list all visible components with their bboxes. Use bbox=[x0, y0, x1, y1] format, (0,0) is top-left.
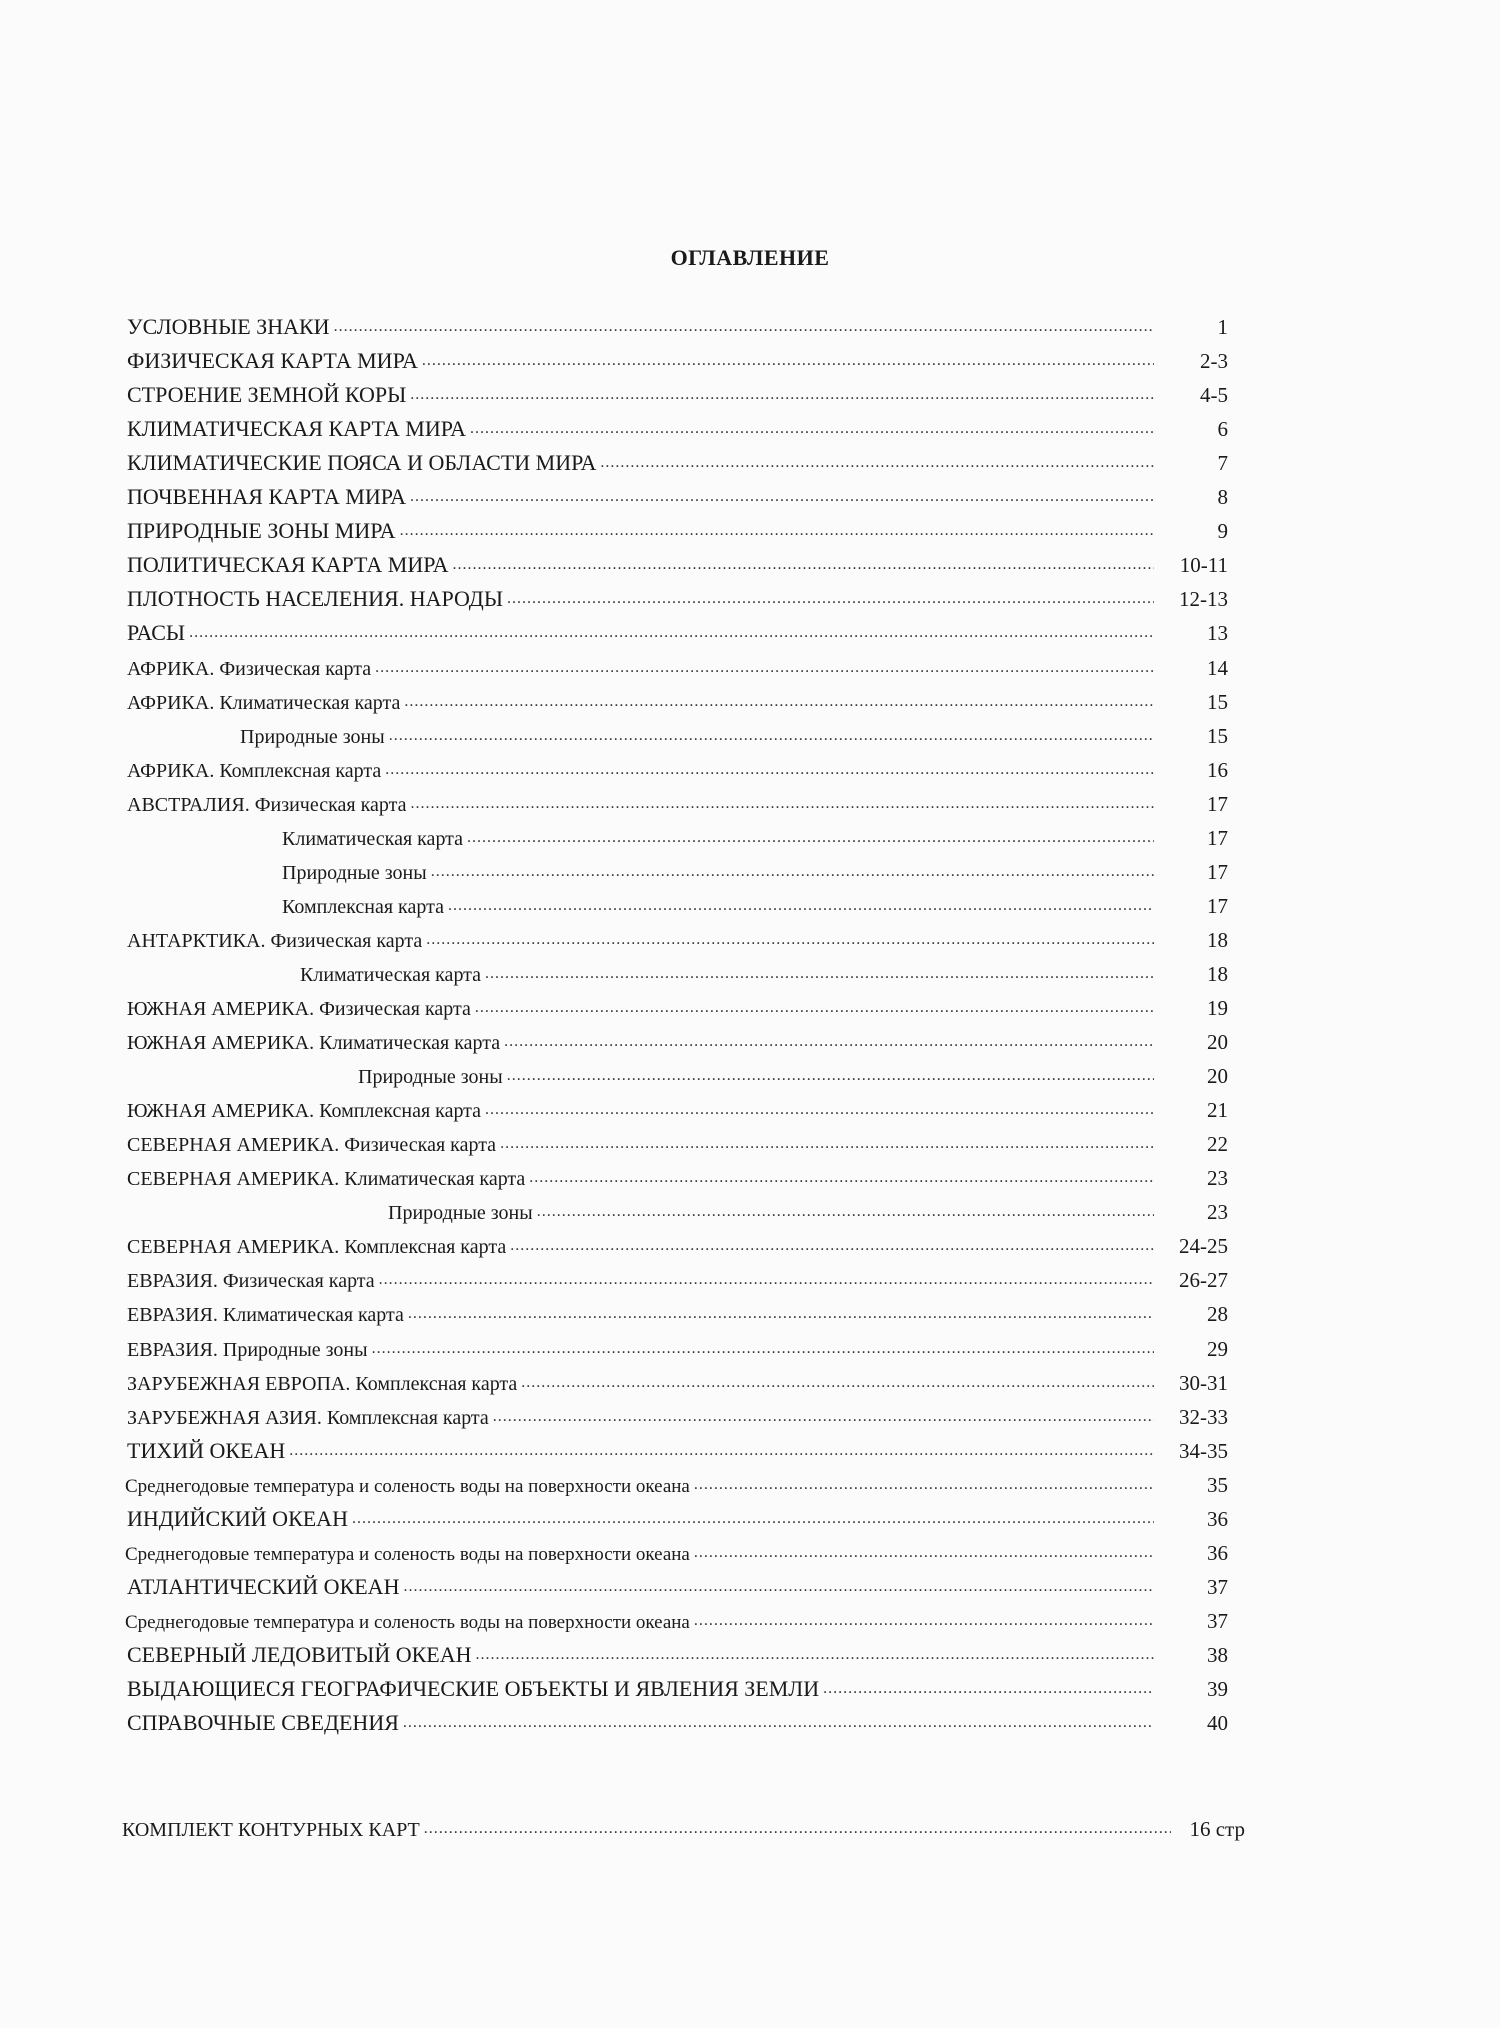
toc-entry-label: Природные зоны bbox=[358, 1066, 503, 1089]
toc-entry-label: ФИЗИЧЕСКАЯ КАРТА МИРА bbox=[127, 348, 418, 374]
toc-entry-page-number: 39 bbox=[1207, 1677, 1228, 1701]
toc-entry-page-number: 37 bbox=[1207, 1608, 1228, 1633]
toc-entry[interactable] bbox=[127, 923, 1228, 953]
dot-leader bbox=[403, 1714, 1154, 1732]
toc-entry-page-number: 19 bbox=[1207, 996, 1228, 1020]
dot-leader bbox=[379, 1271, 1154, 1289]
dot-leader bbox=[410, 386, 1154, 404]
toc-entry[interactable] bbox=[127, 1025, 1228, 1055]
dot-leader bbox=[600, 454, 1154, 472]
toc-entry[interactable] bbox=[127, 651, 1228, 681]
toc-entry-label: ПОЛИТИЧЕСКАЯ КАРТА МИРА bbox=[127, 552, 449, 578]
toc-entry-page-number: 15 bbox=[1207, 689, 1228, 714]
toc-entry[interactable] bbox=[127, 685, 1228, 715]
toc-entry[interactable] bbox=[125, 1536, 1228, 1566]
dot-leader bbox=[334, 318, 1154, 336]
toc-entry-label: Среднегодовые температура и соленость воды на поверхности океана bbox=[125, 1543, 690, 1565]
dot-leader bbox=[453, 556, 1154, 574]
toc-entry-label: ЕВРАЗИЯ. Климатическая карта bbox=[127, 1304, 404, 1327]
toc-entry-label: СЕВЕРНЫЙ ЛЕДОВИТЫЙ ОКЕАН bbox=[127, 1641, 472, 1667]
dot-leader bbox=[507, 1067, 1154, 1085]
toc-entry-page-number: 12-13 bbox=[1179, 587, 1228, 612]
toc-entry[interactable] bbox=[127, 1297, 1228, 1327]
toc-entry-label: Климатическая карта bbox=[282, 827, 464, 850]
dot-leader bbox=[289, 1442, 1154, 1460]
toc-entry[interactable] bbox=[300, 957, 1228, 987]
toc-entry[interactable] bbox=[282, 821, 1228, 851]
toc-entry-label: СЕВЕРНАЯ АМЕРИКА. Комплексная карта bbox=[127, 1236, 507, 1259]
dot-leader bbox=[470, 420, 1154, 438]
dot-leader bbox=[189, 624, 1154, 642]
dot-leader bbox=[510, 1237, 1154, 1255]
dot-leader bbox=[389, 727, 1154, 745]
toc-entry-page-number: 1 bbox=[1217, 315, 1228, 339]
toc-entry-label: Среднегодовые температура и соленость воды на поверхности океана bbox=[125, 1611, 690, 1633]
toc-entry-label: РАСЫ bbox=[127, 620, 186, 646]
toc-entry-page-number: 23 bbox=[1207, 1200, 1228, 1225]
dot-leader bbox=[408, 1305, 1154, 1323]
dot-leader bbox=[375, 659, 1154, 677]
toc-entry[interactable] bbox=[127, 1263, 1228, 1293]
dot-leader bbox=[426, 931, 1154, 949]
toc-entry-label: ЕВРАЗИЯ. Физическая карта bbox=[127, 1270, 375, 1293]
toc-entry-page-number: 20 bbox=[1207, 1064, 1228, 1089]
dot-leader bbox=[500, 1135, 1154, 1153]
toc-entry[interactable] bbox=[127, 1434, 1228, 1464]
toc-entry[interactable] bbox=[127, 1332, 1228, 1362]
toc-entry-page-number: 16 bbox=[1207, 757, 1228, 782]
toc-entry[interactable] bbox=[127, 787, 1228, 817]
toc-entry[interactable] bbox=[127, 1093, 1228, 1123]
toc-entry[interactable] bbox=[358, 1059, 1228, 1089]
toc-entry-page-number: 38 bbox=[1207, 1642, 1228, 1667]
toc-entry[interactable] bbox=[127, 1706, 1228, 1736]
toc-entry[interactable] bbox=[127, 1638, 1228, 1668]
toc-entry-label: АНТАРКТИКА. Физическая карта bbox=[127, 929, 423, 952]
toc-entry[interactable] bbox=[127, 1127, 1228, 1157]
toc-entry-label: ЗАРУБЕЖНАЯ ЕВРОПА. Комплексная карта bbox=[127, 1372, 518, 1395]
toc-entry[interactable] bbox=[127, 1570, 1228, 1600]
toc-entry-page-number: 32-33 bbox=[1179, 1404, 1228, 1429]
toc-entry-label: ЕВРАЗИЯ. Природные зоны bbox=[127, 1338, 368, 1361]
toc-entry-page-number: 37 bbox=[1207, 1574, 1228, 1599]
toc-entry-label: СЕВЕРНАЯ АМЕРИКА. Физическая карта bbox=[127, 1134, 497, 1157]
toc-entry-page-number: 17 bbox=[1207, 791, 1228, 816]
toc-entry[interactable] bbox=[127, 446, 1228, 476]
dot-leader bbox=[385, 761, 1154, 779]
toc-entry-page-number: 24-25 bbox=[1179, 1234, 1228, 1259]
dot-leader bbox=[400, 522, 1154, 540]
dot-leader bbox=[422, 352, 1154, 370]
toc-entry-label: Природные зоны bbox=[240, 725, 385, 748]
toc-entry[interactable] bbox=[127, 514, 1228, 544]
dot-leader bbox=[485, 965, 1154, 983]
toc-entry[interactable] bbox=[125, 1468, 1228, 1498]
dot-leader bbox=[504, 1033, 1154, 1051]
toc-entry[interactable] bbox=[127, 1502, 1228, 1532]
toc-entry-page-number: 2-3 bbox=[1200, 349, 1228, 374]
dot-leader bbox=[475, 999, 1154, 1017]
toc-entry[interactable] bbox=[127, 310, 1228, 340]
toc-entry-label: АФРИКА. Физическая карта bbox=[127, 657, 372, 680]
toc-entry-label: ЮЖНАЯ АМЕРИКА. Комплексная карта bbox=[127, 1100, 482, 1123]
dot-leader bbox=[372, 1340, 1154, 1358]
toc-entry[interactable] bbox=[125, 1604, 1228, 1634]
toc-entry[interactable] bbox=[127, 753, 1228, 783]
toc-entry[interactable] bbox=[127, 1366, 1228, 1396]
toc-entry[interactable] bbox=[127, 616, 1228, 646]
dot-leader bbox=[485, 1101, 1154, 1119]
toc-entry[interactable] bbox=[127, 582, 1228, 612]
toc-entry-label: ВЫДАЮЩИЕСЯ ГЕОГРАФИЧЕСКИЕ ОБЪЕКТЫ И ЯВЛЕНИЯ ЗЕМЛИ bbox=[127, 1676, 820, 1701]
toc-entry-page-number: 26-27 bbox=[1179, 1268, 1228, 1293]
toc-entry-label: Природные зоны bbox=[388, 1202, 533, 1225]
toc-entry-page-number: 22 bbox=[1207, 1132, 1228, 1157]
toc-entry[interactable] bbox=[127, 1161, 1228, 1191]
toc-entry-page-number: 35 bbox=[1207, 1472, 1228, 1497]
toc-entry-label: АВСТРАЛИЯ. Физическая карта bbox=[127, 793, 407, 816]
toc-entry-label: ТИХИЙ ОКЕАН bbox=[127, 1437, 286, 1463]
toc-entry-page-number: 18 bbox=[1207, 961, 1228, 986]
toc-entry[interactable] bbox=[127, 378, 1228, 408]
toc-entry-label: ИНДИЙСКИЙ ОКЕАН bbox=[127, 1505, 348, 1531]
dot-leader bbox=[431, 863, 1154, 881]
toc-entry-label: Природные зоны bbox=[282, 861, 427, 884]
toc-entry-page-number: 18 bbox=[1207, 927, 1228, 952]
toc-entry[interactable] bbox=[127, 1400, 1228, 1430]
toc-entry-label: КЛИМАТИЧЕСКАЯ КАРТА МИРА bbox=[127, 416, 467, 442]
toc-entry-label: ПЛОТНОСТЬ НАСЕЛЕНИЯ. НАРОДЫ bbox=[127, 586, 503, 612]
toc-entry-label: СЕВЕРНАЯ АМЕРИКА. Климатическая карта bbox=[127, 1168, 526, 1191]
dot-leader bbox=[537, 1203, 1154, 1221]
toc-entry-label: АФРИКА. Комплексная карта bbox=[127, 759, 382, 782]
toc-entry-page-number: 21 bbox=[1207, 1098, 1228, 1123]
dot-leader bbox=[467, 829, 1154, 847]
toc-entry-page-number: 7 bbox=[1217, 451, 1228, 476]
toc-entry-label: АТЛАНТИЧЕСКИЙ ОКЕАН bbox=[127, 1573, 400, 1599]
toc-entry-page-number: 29 bbox=[1207, 1336, 1228, 1361]
toc-entry-page-number: 36 bbox=[1207, 1540, 1228, 1565]
dot-leader bbox=[493, 1408, 1154, 1426]
toc-entry-page-number: 4-5 bbox=[1200, 383, 1228, 408]
toc-entry[interactable] bbox=[388, 1195, 1228, 1225]
toc-entry-label: Среднегодовые температура и соленость воды на поверхности океана bbox=[125, 1475, 690, 1497]
toc-entry-page-number: 16 стр bbox=[1189, 1817, 1245, 1841]
toc-entry-label: СПРАВОЧНЫЕ СВЕДЕНИЯ bbox=[127, 1710, 399, 1736]
toc-entry-label: КОМПЛЕКТ КОНТУРНЫХ КАРТ bbox=[122, 1819, 420, 1841]
toc-entry-page-number: 14 bbox=[1207, 655, 1228, 680]
toc-entry-label: ЮЖНАЯ АМЕРИКА. Физическая карта bbox=[127, 998, 471, 1020]
toc-entry-label: ЗАРУБЕЖНАЯ АЗИЯ. Комплексная карта bbox=[127, 1406, 489, 1429]
toc-entry-page-number: 23 bbox=[1207, 1166, 1228, 1191]
toc-entry-page-number: 13 bbox=[1207, 621, 1228, 646]
dot-leader bbox=[694, 1544, 1154, 1562]
dot-leader bbox=[424, 1820, 1171, 1838]
toc-entry-label: ЮЖНАЯ АМЕРИКА. Климатическая карта bbox=[127, 1032, 501, 1055]
toc-entry-label: Комплексная карта bbox=[282, 895, 444, 918]
toc-entry-label: ПОЧВЕННАЯ КАРТА МИРА bbox=[127, 484, 407, 510]
toc-entry-page-number: 17 bbox=[1207, 893, 1228, 918]
toc-entry-appendix[interactable] bbox=[122, 1812, 1245, 1842]
toc-entry-label: Климатическая карта bbox=[300, 963, 482, 986]
toc-entry-label: ПРИРОДНЫЕ ЗОНЫ МИРА bbox=[127, 518, 396, 544]
toc-entry-page-number: 34-35 bbox=[1179, 1438, 1228, 1463]
toc-entry-page-number: 17 bbox=[1207, 825, 1228, 850]
dot-leader bbox=[476, 1646, 1154, 1664]
toc-entry[interactable] bbox=[127, 991, 1228, 1021]
toc-entry-page-number: 20 bbox=[1207, 1030, 1228, 1055]
dot-leader bbox=[694, 1612, 1154, 1630]
toc-entry-page-number: 9 bbox=[1217, 519, 1228, 544]
dot-leader bbox=[694, 1476, 1154, 1494]
dot-leader bbox=[521, 1374, 1154, 1392]
toc-entry-label: СТРОЕНИЕ ЗЕМНОЙ КОРЫ bbox=[127, 382, 407, 408]
dot-leader bbox=[529, 1169, 1154, 1187]
toc-entry[interactable] bbox=[127, 1229, 1228, 1259]
dot-leader bbox=[823, 1680, 1154, 1698]
toc-entry-label: КЛИМАТИЧЕСКИЕ ПОЯСА И ОБЛАСТИ МИРА bbox=[127, 450, 597, 476]
dot-leader bbox=[404, 693, 1154, 711]
dot-leader bbox=[403, 1578, 1154, 1596]
toc-entry-page-number: 6 bbox=[1217, 417, 1228, 442]
page-title: ОГЛАВЛЕНИЕ bbox=[670, 245, 830, 270]
toc-entry[interactable] bbox=[127, 480, 1228, 510]
toc-entry[interactable] bbox=[127, 1672, 1228, 1702]
toc-entry[interactable] bbox=[282, 855, 1228, 885]
toc-entry-page-number: 15 bbox=[1207, 723, 1228, 748]
toc-entry-page-number: 10-11 bbox=[1179, 553, 1228, 578]
dot-leader bbox=[410, 488, 1154, 506]
dot-leader bbox=[448, 897, 1154, 915]
toc-entry-label: УСЛОВНЫЕ ЗНАКИ bbox=[127, 314, 330, 339]
toc-entry-page-number: 17 bbox=[1207, 859, 1228, 884]
toc-entry[interactable] bbox=[282, 889, 1228, 919]
toc-entry-page-number: 30-31 bbox=[1179, 1370, 1228, 1395]
toc-entry-label: АФРИКА. Климатическая карта bbox=[127, 691, 401, 714]
toc-entry[interactable] bbox=[127, 548, 1228, 578]
dot-leader bbox=[411, 795, 1155, 813]
toc-entry[interactable] bbox=[240, 719, 1228, 749]
toc-entry-page-number: 8 bbox=[1217, 485, 1228, 510]
toc-entry-page-number: 36 bbox=[1207, 1506, 1228, 1531]
toc-entry-page-number: 28 bbox=[1207, 1302, 1228, 1327]
dot-leader bbox=[507, 590, 1154, 608]
dot-leader bbox=[352, 1510, 1154, 1528]
toc-entry[interactable] bbox=[127, 344, 1228, 374]
toc-entry[interactable] bbox=[127, 412, 1228, 442]
toc-entry-page-number: 40 bbox=[1207, 1711, 1228, 1736]
